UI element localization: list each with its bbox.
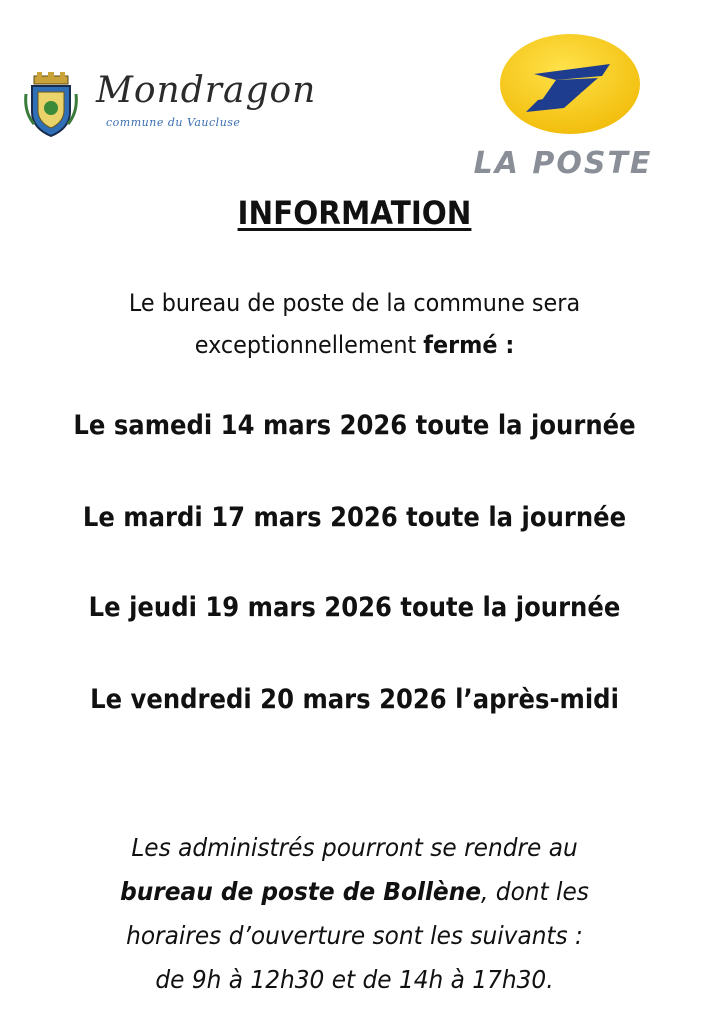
- closure-date-item: Le mardi 17 mars 2026 toute la journée: [82, 502, 627, 533]
- mondragon-wordmark: [96, 68, 346, 138]
- closure-date-item: Le vendredi 20 mars 2026 l’après-midi: [90, 684, 619, 715]
- la-poste-bird-logo-icon: [498, 30, 642, 138]
- alternative-office-note: [43, 826, 665, 1002]
- note-line-2: [43, 870, 665, 914]
- intro-line-2-text: exceptionnellement: [194, 331, 424, 359]
- municipality-subtitle: commune du Vaucluse: [106, 116, 241, 129]
- closure-date-item: Le jeudi 19 mars 2026 toute la journée: [88, 592, 621, 623]
- municipality-name: Mondragon: [96, 70, 317, 111]
- intro-line-2: [53, 324, 657, 366]
- mondragon-crest-icon: [24, 72, 78, 138]
- opening-hours: de 9h à 12h30 et de 14h à 17h30.: [155, 965, 554, 994]
- page-title: INFORMATION: [237, 194, 472, 232]
- closed-label: fermé :: [423, 331, 515, 359]
- bollene-office-name: bureau de poste de Bollène: [120, 877, 482, 906]
- note-line-3: horaires d’ouverture sont les suivants :: [126, 921, 583, 950]
- intro-line-1: Le bureau de poste de la commune sera: [128, 289, 581, 317]
- la-poste-name: LA POSTE: [473, 146, 653, 181]
- intro-paragraph: [53, 282, 657, 366]
- closure-date-item: Le samedi 14 mars 2026 toute la journée: [73, 410, 636, 441]
- note-line-1: Les administrés pourront se rendre au: [131, 833, 578, 862]
- note-line-2-rest: , dont les: [481, 877, 589, 906]
